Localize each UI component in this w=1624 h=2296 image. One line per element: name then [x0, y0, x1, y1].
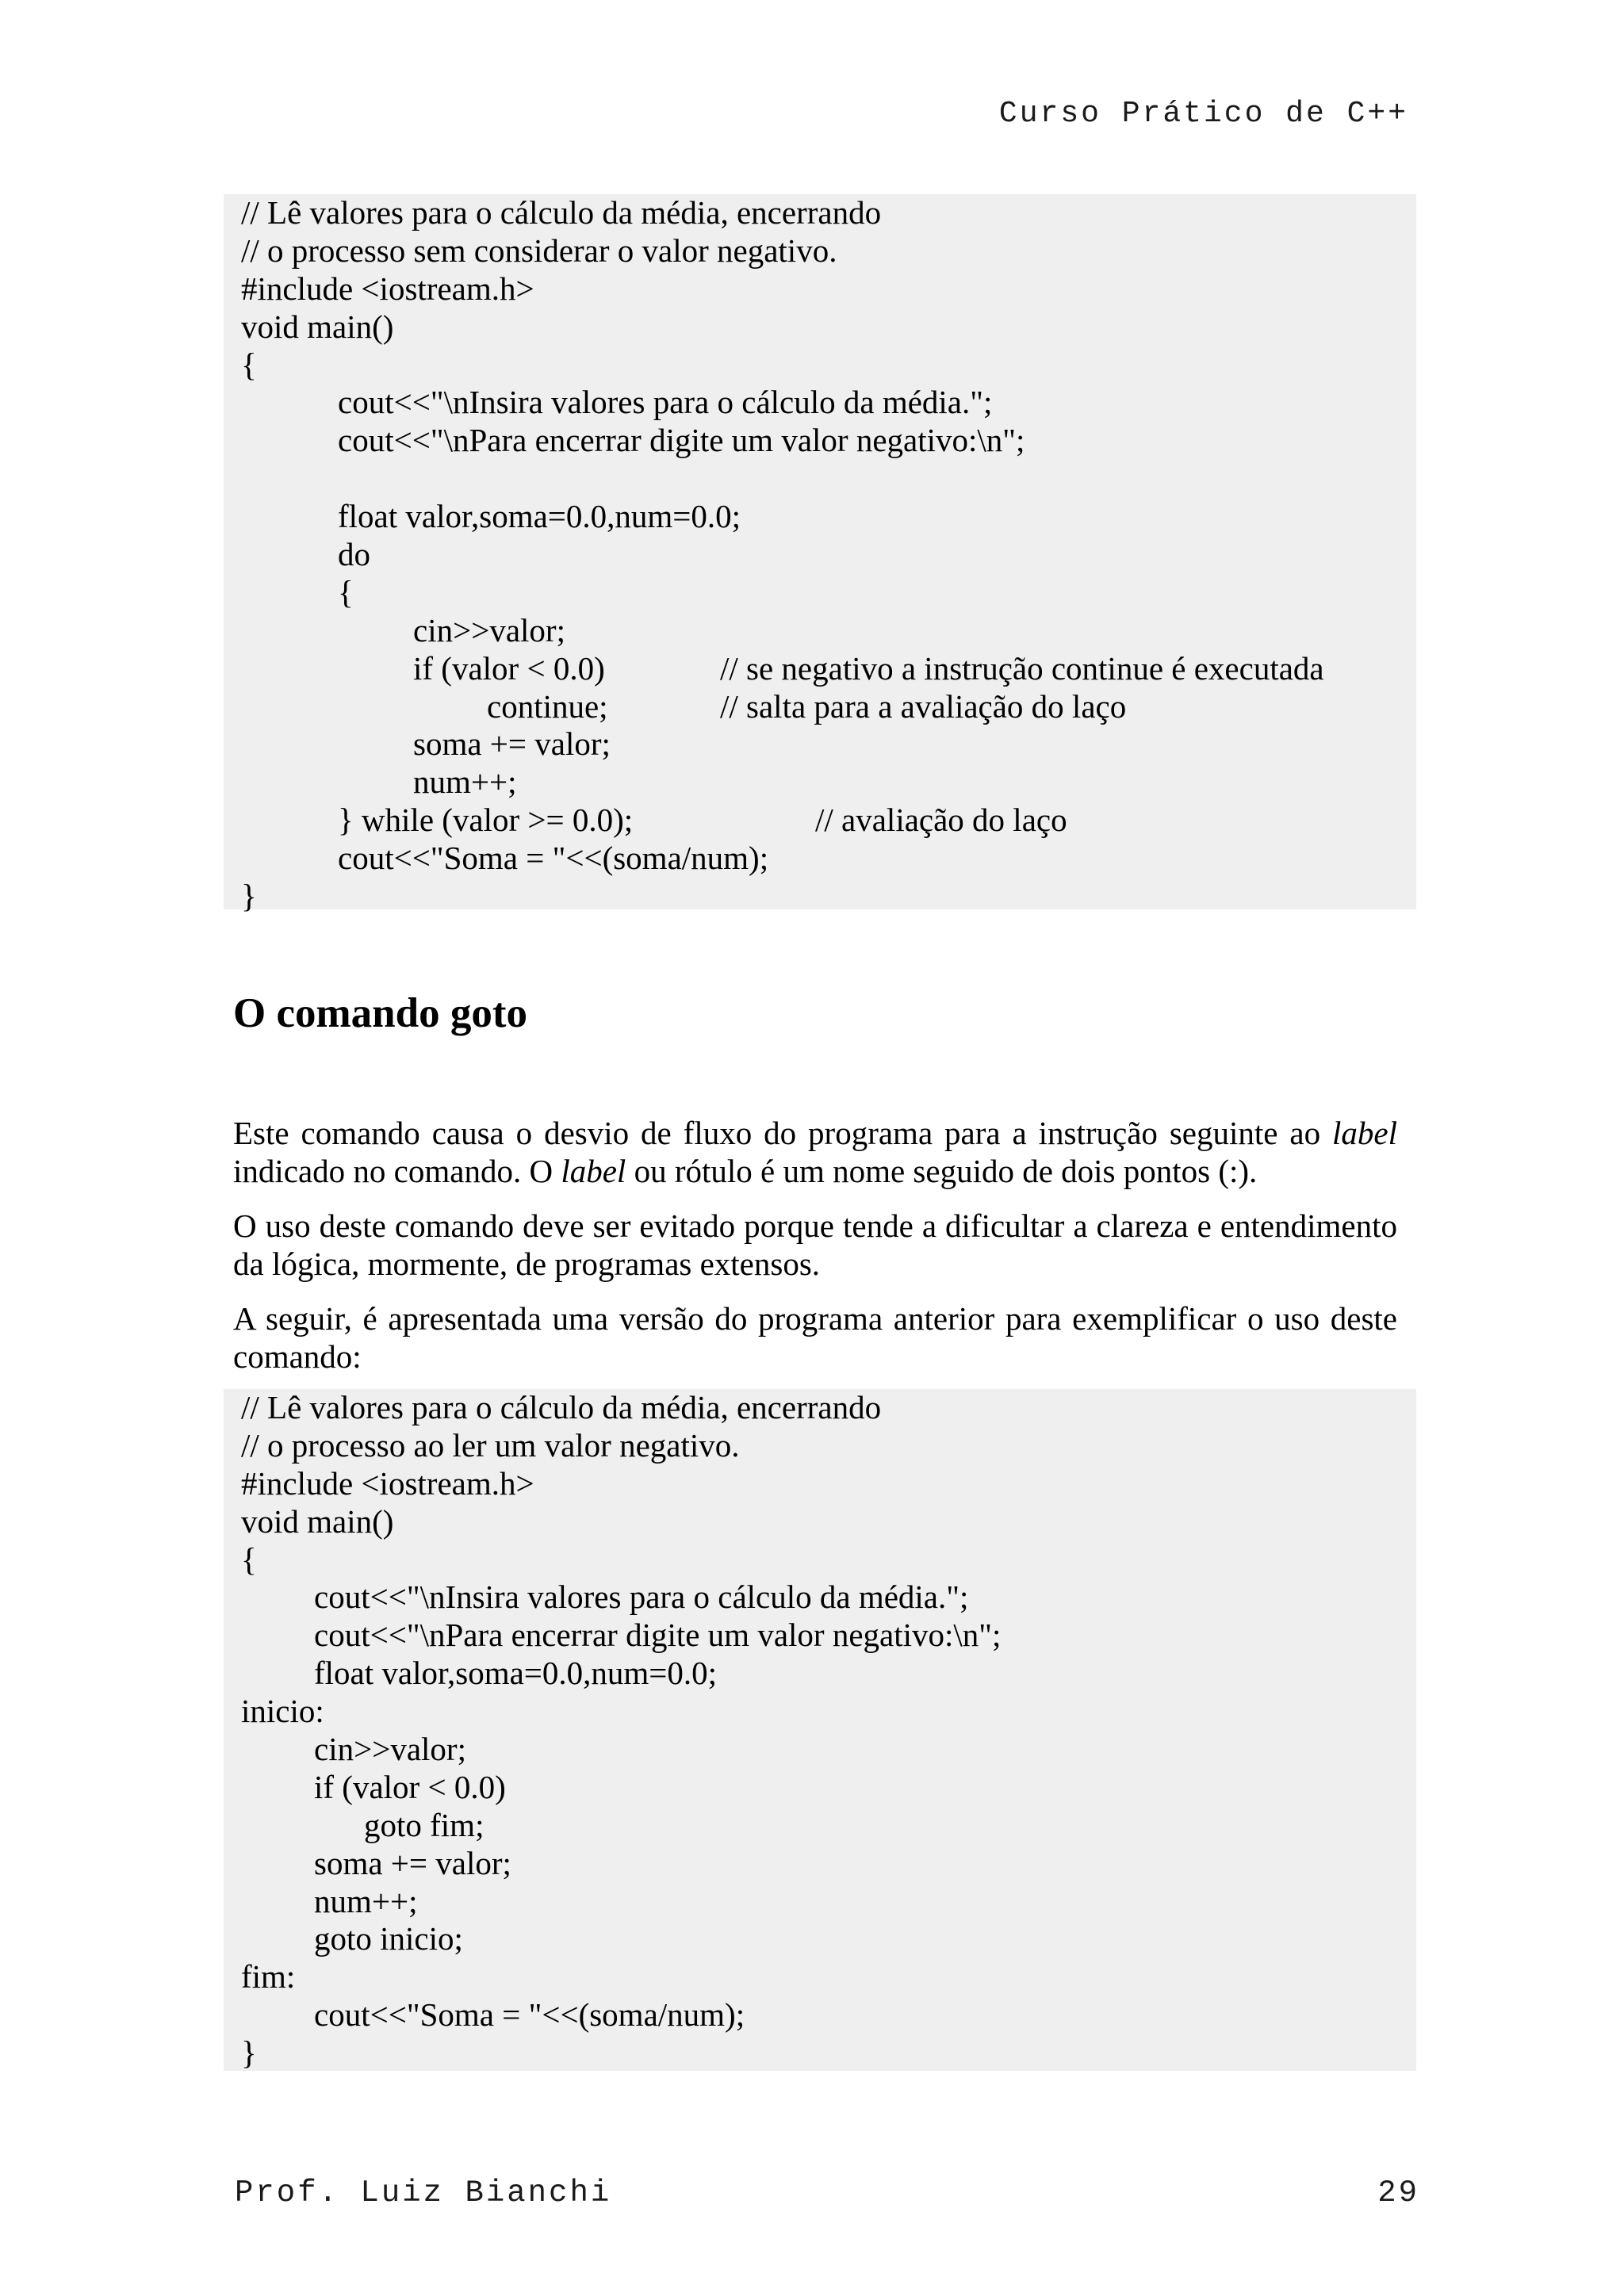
- code-text: cin>>valor;: [413, 611, 565, 649]
- code-text: }: [241, 2034, 257, 2072]
- code-line: [235, 574, 1416, 612]
- code-line: [235, 650, 1416, 688]
- code-line: [235, 536, 1416, 574]
- paragraph-text: Este comando causa o desvio de fluxo do programa para a instrução seguinte ao: [233, 1115, 1333, 1151]
- code-text: {: [241, 346, 257, 383]
- code-text: if (valor < 0.0): [413, 649, 605, 687]
- code-line: [235, 1541, 1416, 1579]
- code-line: [235, 194, 1416, 232]
- code-text: fim:: [241, 1958, 296, 1996]
- code-line: [235, 1769, 1416, 1807]
- code-text: } while (valor >= 0.0);: [338, 802, 634, 839]
- code-text: float valor,soma=0.0,num=0.0;: [314, 1655, 718, 1692]
- paragraph-goto-description: [233, 1115, 1397, 1191]
- paragraph-goto-warning: O uso deste comando deve ser evitado porque tende a dificultar a clareza e entendimento da lógica, mormente, de programas extensos.: [233, 1207, 1397, 1282]
- code-text: goto inicio;: [314, 1920, 463, 1957]
- code-text: {: [241, 1540, 257, 1578]
- code-line: [235, 270, 1416, 308]
- code-line: [235, 878, 1416, 916]
- code-line: [235, 1845, 1416, 1883]
- code-line: [235, 688, 1416, 726]
- code-line: [235, 1427, 1416, 1465]
- code-text: num++;: [314, 1882, 418, 1919]
- code-text: // o processo sem considerar o valor negativo.: [241, 232, 837, 269]
- code-text: if (valor < 0.0): [314, 1768, 506, 1805]
- code-line: [235, 725, 1416, 763]
- code-line: [235, 2034, 1416, 2072]
- code-comment: // avaliação do laço: [815, 802, 1067, 839]
- code-text: do: [338, 536, 370, 573]
- page-number: 29: [1377, 2175, 1419, 2210]
- code-text: cout<<"Soma = "<<(soma/num);: [338, 840, 769, 877]
- section-heading: O comando goto: [233, 990, 527, 1036]
- code-text: goto fim;: [364, 1806, 485, 1843]
- code-comment: // salta para a avaliação do laço: [720, 687, 1127, 725]
- code-text: {: [338, 573, 354, 610]
- code-text: num++;: [413, 763, 517, 801]
- paragraph-text: indicado no comando. O: [233, 1152, 561, 1189]
- code-text: cout<<"\nPara encerrar digite um valor negativo:\n";: [338, 422, 1025, 459]
- code-line-label: [235, 1693, 1416, 1731]
- code-line: [235, 1655, 1416, 1693]
- code-line: [235, 612, 1416, 650]
- code-line: [235, 802, 1416, 840]
- italic-term: label: [561, 1152, 626, 1189]
- code-line: [235, 1578, 1416, 1617]
- code-line-blank: [235, 460, 1416, 498]
- code-line: [235, 1465, 1416, 1503]
- code-line: [235, 1731, 1416, 1769]
- code-text: void main(): [241, 1502, 394, 1540]
- code-line: [235, 422, 1416, 460]
- code-text: float valor,soma=0.0,num=0.0;: [338, 498, 741, 535]
- code-text: }: [241, 878, 257, 915]
- code-text: continue;: [487, 687, 608, 725]
- code-text: void main(): [241, 308, 394, 345]
- code-line: [235, 840, 1416, 878]
- paragraph-text: ou rótulo é um nome seguido de dois pontos (:).: [626, 1152, 1258, 1189]
- code-line: [235, 346, 1416, 385]
- italic-term: label: [1332, 1115, 1397, 1151]
- footer-author: Prof. Luiz Bianchi: [235, 2175, 612, 2210]
- code-text: // Lê valores para o cálculo da média, encerrando: [241, 194, 882, 231]
- code-text: cout<<"\nInsira valores para o cálculo da média.";: [314, 1578, 969, 1616]
- code-text: soma += valor;: [314, 1844, 511, 1881]
- code-comment: // se negativo a instrução continue é executada: [720, 649, 1324, 687]
- code-line: [235, 498, 1416, 536]
- code-text: soma += valor;: [413, 725, 611, 763]
- code-text: // Lê valores para o cálculo da média, encerrando: [241, 1389, 882, 1425]
- code-line: [235, 1807, 1416, 1845]
- code-line: [235, 1389, 1416, 1427]
- code-text: cout<<"\nInsira valores para o cálculo da média.";: [338, 384, 993, 421]
- running-header: Curso Prático de C++: [998, 97, 1408, 131]
- code-line: [235, 308, 1416, 346]
- code-block-while-continue: [224, 194, 1416, 915]
- code-text: cin>>valor;: [314, 1731, 466, 1768]
- code-text: #include <iostream.h>: [241, 1464, 534, 1502]
- code-line: [235, 384, 1416, 422]
- code-text: // o processo ao ler um valor negativo.: [241, 1426, 740, 1464]
- code-text: cout<<"Soma = "<<(soma/num);: [314, 1996, 745, 2034]
- code-line: [235, 1883, 1416, 1921]
- code-line: [235, 1920, 1416, 1958]
- code-line: [235, 1996, 1416, 2034]
- code-text: cout<<"\nPara encerrar digite um valor negativo:\n";: [314, 1617, 1002, 1654]
- code-line: [235, 763, 1416, 802]
- code-text: #include <iostream.h>: [241, 270, 534, 307]
- code-line-label: [235, 1958, 1416, 1996]
- code-block-goto: [224, 1389, 1416, 2071]
- code-line: [235, 1503, 1416, 1541]
- paragraph-goto-intro: A seguir, é apresentada uma versão do programa anterior para exemplificar o uso deste comando:: [233, 1300, 1397, 1375]
- code-line: [235, 232, 1416, 270]
- code-line: [235, 1617, 1416, 1655]
- code-text: inicio:: [241, 1693, 324, 1730]
